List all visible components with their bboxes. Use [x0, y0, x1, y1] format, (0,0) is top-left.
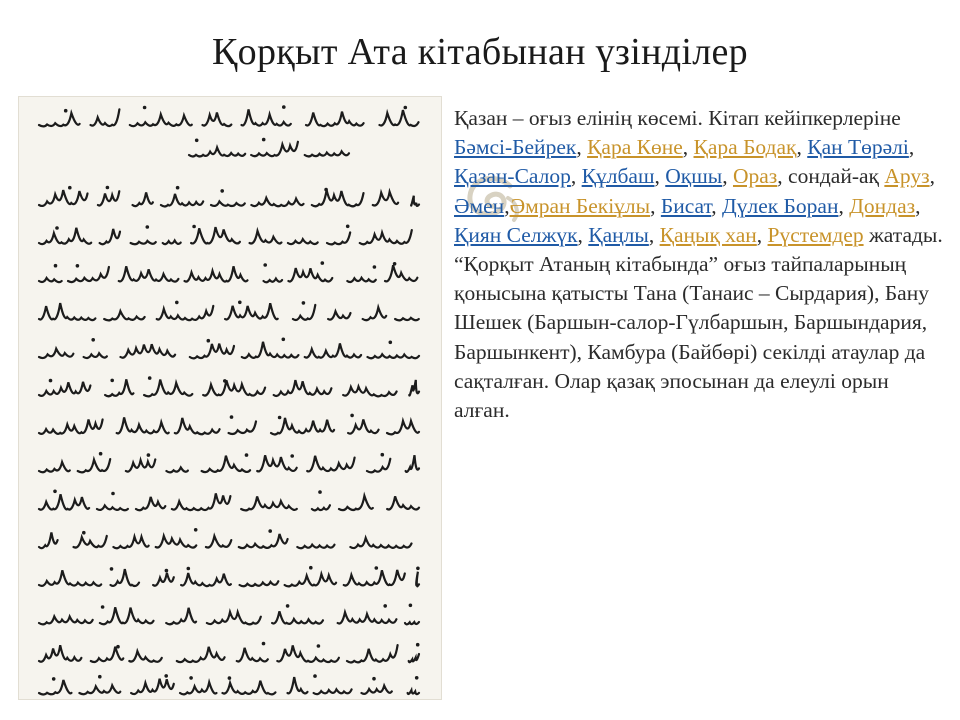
script-word: [79, 686, 120, 695]
script-dot: [106, 186, 110, 190]
script-word: [84, 353, 107, 358]
script-word: [39, 462, 70, 472]
script-dot: [282, 338, 286, 342]
script-dot: [147, 453, 151, 457]
script-dot: [110, 379, 114, 383]
script-word: [373, 192, 398, 206]
script-word: [348, 419, 379, 433]
script-word: [272, 611, 323, 624]
script-dot: [245, 453, 249, 457]
script-word: [39, 190, 88, 206]
link-qanyq-khan[interactable]: Қаңық хан: [659, 222, 757, 247]
separator: ,: [682, 135, 694, 160]
script-dot: [286, 604, 290, 608]
script-dot: [165, 569, 169, 573]
separator: ,: [722, 164, 733, 189]
script-word: [223, 681, 276, 695]
link-qara-kone[interactable]: Қара Көне: [587, 135, 683, 160]
script-word: [240, 581, 279, 586]
script-word: [288, 268, 332, 281]
script-word: [91, 647, 124, 662]
script-word: [39, 532, 58, 548]
script-word: [39, 617, 93, 625]
script-dot: [220, 189, 224, 193]
script-dot: [195, 139, 199, 143]
link-qulbash[interactable]: Құлбаш: [581, 164, 655, 189]
script-word: [338, 612, 397, 623]
script-dot: [98, 675, 102, 679]
script-word: [39, 570, 101, 586]
script-word: [39, 420, 103, 434]
script-word: [347, 278, 376, 282]
script-dot: [207, 339, 211, 343]
script-word: [97, 506, 128, 511]
script-dot: [290, 454, 294, 458]
script-word: [121, 344, 176, 357]
script-dot: [318, 490, 322, 494]
script-word: [105, 379, 133, 396]
separator: ,: [838, 193, 850, 218]
separator: ,: [576, 135, 588, 160]
script-dot: [55, 226, 59, 230]
script-word: [409, 654, 419, 662]
script-word: [339, 496, 373, 510]
script-dot: [389, 341, 393, 345]
script-dot: [317, 644, 321, 648]
script-dot: [372, 677, 376, 681]
script-word: [277, 645, 339, 662]
script-dot: [415, 676, 419, 680]
script-dot: [187, 567, 191, 571]
link-rustemder[interactable]: Рүстемдер: [767, 222, 864, 247]
script-word: [387, 496, 419, 509]
script-word: [343, 387, 396, 397]
script-word: [202, 456, 251, 472]
script-word: [239, 534, 288, 548]
script-dot: [64, 109, 68, 113]
script-word: [297, 545, 334, 549]
link-amen[interactable]: Әмен: [454, 193, 505, 218]
script-word: [131, 679, 174, 694]
script-word: [211, 201, 245, 206]
separator: ,: [711, 193, 723, 218]
after-list-text: жатады.: [863, 222, 943, 247]
script-word: [367, 459, 390, 473]
script-word: [153, 573, 174, 586]
slide-title: Қорқыт Ата кітабынан үзінділер: [212, 31, 748, 73]
separator: ,: [504, 193, 510, 218]
separator: ,: [577, 222, 589, 247]
link-bamsi-beirek[interactable]: Бәмсі-Бейрек: [454, 135, 577, 160]
script-dot: [194, 528, 198, 532]
script-word: [39, 382, 90, 396]
script-word: [185, 266, 248, 281]
script-word: [271, 418, 334, 435]
script-dot: [263, 263, 267, 267]
script-word: [395, 318, 419, 320]
script-dot: [68, 186, 72, 190]
link-dulek-boran[interactable]: Дүлек Боран: [722, 193, 839, 218]
script-word: [293, 305, 315, 320]
script-dot: [278, 416, 282, 420]
script-word: [411, 196, 419, 206]
link-qara-bodaq[interactable]: Қара Бодақ: [693, 135, 797, 160]
script-word: [405, 622, 419, 624]
script-dot: [268, 529, 272, 533]
script-word: [166, 608, 196, 625]
script-dot: [91, 338, 95, 342]
script-dot: [175, 301, 179, 305]
separator: ,: [908, 135, 915, 160]
script-word: [406, 455, 419, 472]
script-dot: [381, 453, 385, 457]
script-word: [362, 686, 392, 694]
script-word: [129, 651, 162, 662]
script-word: [241, 496, 297, 510]
script-word: [157, 306, 214, 320]
script-word: [163, 241, 181, 245]
link-qazan-salor[interactable]: Қазан-Салор: [454, 164, 571, 189]
script-dot: [49, 379, 53, 383]
script-word: [363, 308, 387, 321]
script-word: [39, 113, 80, 126]
link-amran-bekiuly[interactable]: Әмран Бекіұлы: [509, 193, 651, 218]
script-word: [207, 612, 261, 624]
script-dot: [302, 301, 306, 305]
separator: ,: [648, 222, 660, 247]
intro-text: Қазан – оғыз елінің көсемі. Кітап кейіпкерлеріне: [454, 106, 901, 130]
script-word: [190, 344, 234, 359]
script-word: [166, 468, 188, 473]
script-word: [307, 456, 354, 472]
script-word: [264, 279, 283, 283]
separator: ,: [570, 164, 582, 189]
script-dot: [53, 490, 57, 494]
script-dot: [148, 376, 152, 380]
script-dot: [350, 414, 354, 418]
script-word: [100, 607, 154, 624]
script-dot: [262, 138, 266, 142]
manuscript-script-drawing: [19, 97, 442, 700]
script-dot: [52, 677, 56, 681]
link-bisat[interactable]: Бисат: [660, 193, 712, 218]
script-dot: [164, 674, 168, 678]
script-dot: [116, 645, 120, 649]
script-word: [39, 228, 91, 244]
link-oraz[interactable]: Ораз: [732, 164, 778, 189]
script-dot: [393, 262, 397, 266]
script-word: [117, 417, 169, 433]
script-dot: [111, 492, 115, 496]
script-word: [360, 230, 412, 244]
script-dot: [189, 676, 193, 680]
script-word: [39, 303, 95, 320]
script-dot: [176, 186, 180, 190]
script-word: [191, 227, 240, 243]
script-word: [177, 647, 225, 662]
script-word: [172, 493, 231, 510]
script-word: [74, 536, 107, 548]
script-dot: [346, 225, 350, 229]
script-dot: [143, 106, 147, 110]
script-dot: [110, 567, 114, 571]
script-word: [328, 311, 350, 319]
script-word: [39, 645, 81, 662]
script-word: [39, 278, 62, 282]
script-dot: [228, 676, 232, 680]
script-word: [312, 505, 330, 510]
separator: ,: [654, 164, 666, 189]
link-qiyan-seljuk[interactable]: Қиян Селжүк: [454, 222, 578, 247]
script-word: [344, 570, 405, 586]
script-word: [131, 241, 156, 244]
link-oqshy[interactable]: Оқшы: [665, 164, 723, 189]
script-dot: [309, 566, 313, 570]
script-word: [206, 536, 231, 547]
script-word: [250, 231, 282, 244]
script-word: [288, 239, 318, 244]
script-word: [100, 229, 120, 244]
script-word: [314, 689, 352, 694]
separator: ,: [929, 164, 935, 189]
script-dot: [223, 379, 227, 383]
script-word: [113, 537, 148, 548]
script-dot: [313, 674, 317, 678]
script-dot: [416, 567, 420, 571]
script-dot: [262, 642, 266, 646]
script-word: [274, 380, 332, 396]
separator: ,: [915, 193, 921, 218]
script-word: [180, 682, 217, 694]
script-dot: [324, 188, 328, 192]
script-dot: [146, 225, 150, 229]
script-word: [242, 109, 291, 125]
script-dot: [416, 643, 420, 647]
script-word: [327, 232, 350, 244]
script-dot: [238, 301, 242, 305]
script-word: [257, 455, 297, 471]
script-word: [189, 148, 245, 157]
script-word: [133, 192, 153, 206]
script-word: [285, 574, 337, 586]
script-word: [385, 265, 417, 281]
script-word: [181, 573, 231, 586]
script-word: [251, 198, 303, 206]
script-word: [380, 110, 419, 126]
separator: ,: [796, 135, 808, 160]
script-word: [242, 342, 299, 358]
script-dot: [375, 566, 379, 570]
script-word: [408, 690, 419, 694]
script-word: [104, 311, 144, 320]
script-word: [98, 191, 119, 205]
script-word: [306, 112, 364, 127]
script-word: [237, 648, 268, 662]
script-word: [350, 538, 411, 548]
script-dot: [82, 531, 86, 535]
script-word: [251, 142, 298, 156]
script-word: [119, 266, 179, 281]
script-dot: [383, 604, 387, 608]
also-text: , сондай-ақ: [777, 164, 885, 189]
script-word: [409, 380, 419, 396]
description-paragraph: [454, 104, 944, 425]
link-qangly[interactable]: Қаңлы: [588, 222, 649, 247]
script-dot: [373, 265, 377, 269]
script-word: [416, 572, 419, 587]
script-word: [312, 190, 364, 206]
script-dot: [99, 452, 103, 456]
script-word: [126, 459, 155, 471]
script-word: [229, 421, 256, 434]
script-dot: [321, 261, 325, 265]
script-word: [111, 569, 140, 586]
script-word: [305, 343, 361, 357]
script-word: [347, 645, 398, 662]
script-word: [203, 113, 232, 127]
script-word: [203, 380, 265, 395]
link-qan-torali[interactable]: Қан Төрәлі: [807, 135, 909, 160]
script-word: [305, 151, 349, 156]
script-word: [39, 349, 73, 358]
script-dot: [192, 225, 196, 229]
separator: ,: [650, 193, 661, 218]
script-word: [39, 494, 89, 509]
link-aruz[interactable]: Аруз: [884, 164, 930, 189]
script-word: [68, 267, 109, 282]
script-dot: [76, 264, 80, 268]
link-dondaz[interactable]: Дондаз: [849, 193, 916, 218]
script-word: [156, 536, 197, 548]
script-word: [288, 677, 308, 693]
script-dot: [282, 105, 286, 109]
manuscript-image: [18, 96, 442, 700]
script-dot: [409, 604, 413, 608]
script-word: [136, 497, 165, 510]
script-dot: [230, 415, 234, 419]
script-word: [39, 680, 72, 694]
script-word: [144, 380, 192, 397]
script-dot: [54, 264, 58, 268]
script-word: [161, 194, 203, 207]
script-word: [175, 418, 220, 434]
quote-text: “Қорқыт Атаның кітабында” оғыз тайпаларының қонысына қатысты Тана (Танаис – Сырдария), Бану Шешек (Баршын-салор-Гүлбаршын, Баршындария, Баршынкент), Камбура (Байбөрі) секілді атаулар да сақталған. Олар қазақ эпосынан да елеулі орын алған.: [454, 252, 929, 423]
script-word: [78, 459, 111, 472]
script-word: [368, 354, 420, 358]
script-word: [130, 115, 192, 127]
script-dot: [101, 605, 105, 609]
script-word: [225, 303, 278, 319]
script-dot: [404, 106, 408, 110]
separator: ,: [756, 222, 768, 247]
script-word: [387, 421, 419, 434]
script-word: [91, 109, 120, 126]
